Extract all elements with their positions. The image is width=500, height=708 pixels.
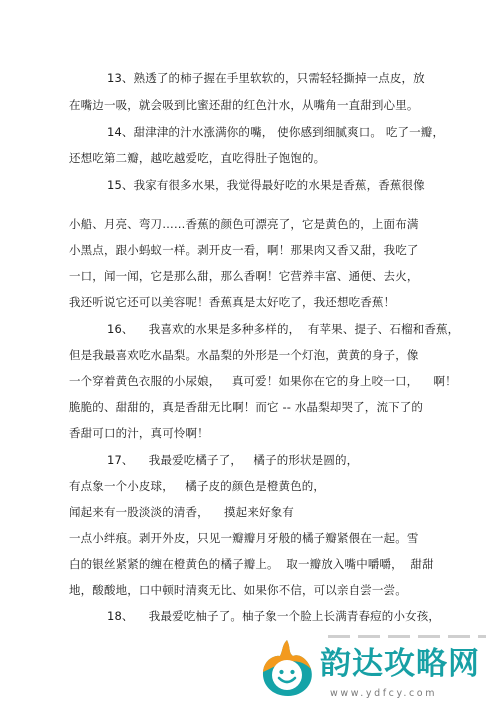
site-watermark-logo xyxy=(250,622,500,708)
text-line: 一口，闻一闻，它是那么甜，那么香啊！它营养丰富、通便、去火， xyxy=(69,269,419,283)
text-line: 14、甜津津的汁水涨满你的嘴， 使你感到细腻爽口。 吃了一瓣， xyxy=(107,125,445,139)
text-line: 我还听说它还可以美容呢！香蕉真是太好吃了，我还想吃香蕉！ xyxy=(69,295,396,309)
text-line: 有点象一个小皮球， 橘子皮的颜色是橙黄色的， xyxy=(69,479,326,493)
smiley-flame-icon xyxy=(258,638,316,700)
watermark-url: www.ydfcy.com xyxy=(330,688,438,699)
text-line: 小黑点，跟小蚂蚁一样。剥开皮一看，啊！那果肉又香又甜，我吃了 xyxy=(69,243,419,257)
text-line: 在嘴边一吸，就会吸到比蜜还甜的红色汁水，从嘴角一直甜到心里。 xyxy=(69,98,419,112)
text-line: 一个穿着黄色衣服的小尿娘， 真可爱！如果你在它的身上咬一口， 啊！ xyxy=(69,374,457,388)
text-line: 白的银丝紧紧的缠在橙黄色的橘子瓣上。 取一瓣放入嘴中嚼嚼， 甜甜 xyxy=(69,557,434,571)
text-line: 一点小绊痕。剥开外皮，只见一瓣瓣月牙般的橘子瓣紧偎在一起。雪 xyxy=(69,531,419,545)
text-line: 香甜可口的汁，真可怜啊！ xyxy=(69,426,209,440)
text-line: 但是我最喜欢吃水晶梨。水晶梨的外形是一个灯泡，黄黄的身子，像 xyxy=(69,348,419,362)
text-line: 15、我家有很多水果，我觉得最好吃的水果是香蕉，香蕉很像 xyxy=(107,178,425,192)
text-line: 脆脆的、甜甜的，真是香甜无比啊！而它 -- 水晶梨却哭了，流下了的 xyxy=(69,400,424,414)
text-line: 18、 我最爱吃柚子了。柚子象一个脸上长满青春痘的小女孩， xyxy=(107,609,441,623)
text-line: 17、 我最爱吃橘子了， 橘子的形状是圆的， xyxy=(107,453,359,467)
text-line: 16、 我喜欢的水果是多种多样的， 有苹果、提子、石榴和香蕉， xyxy=(107,322,460,336)
watermark-title: 韵达攻略网 xyxy=(320,646,480,682)
text-line: 还想吃第二瓣，越吃越爱吃，直吃得肚子饱饱的。 xyxy=(69,151,326,165)
text-line: 闻起来有一股淡淡的清香， 摸起来好象有 xyxy=(69,505,294,519)
text-line: 小船、月亮、弯刀……香蕉的颜色可漂亮了，它是黄色的，上面布满 xyxy=(69,217,419,231)
watermark-divider xyxy=(328,635,486,638)
text-line: 地，酸酸地，口中顿时清爽无比、如果你不信，可以亲自尝一尝。 xyxy=(69,583,407,597)
text-line: 13、熟透了的柿子握在手里软软的，只需轻轻撕掉一点皮，放 xyxy=(107,71,425,85)
